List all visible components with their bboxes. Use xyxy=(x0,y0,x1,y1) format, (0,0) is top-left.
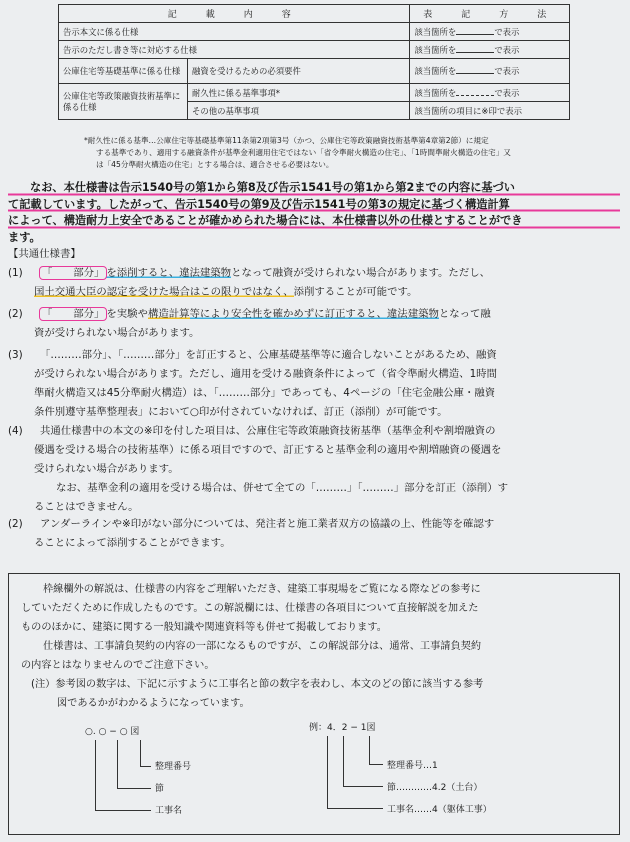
diagram-label: 工事名 xyxy=(155,806,183,816)
method-text: で表示 xyxy=(494,87,520,98)
item-text: 「………部分」、「………部分」を訂正すると、公庫基礎基準等に適合しないことがあるため、融資 xyxy=(40,349,497,361)
table-cell-group: 公庫住宅等基礎基準に係る仕様 xyxy=(59,59,188,84)
item-3 xyxy=(8,346,620,422)
diagram-label: 整理番号…1 xyxy=(387,761,438,771)
bold-line: て記載しています。したがって、告示1540号の第9及び告示1541号の第3の規定に基づく構造計算 xyxy=(8,197,620,214)
item-text: 資が受けられない場合があります。 xyxy=(34,327,200,339)
frame-line: 仕様書は、工事請負契約の内容の一部になるものですが、この解説部分は、通常、工事請負契約 xyxy=(43,641,482,652)
footnote-line: は「45分準耐火構造の住宅」とする場合は、適合させる必要はない。 xyxy=(96,160,334,169)
item-text: 添削することが可能です。 xyxy=(293,286,418,298)
item-text: 条件別遵守基準整理表」において○印が付されていなければ、訂正（添削）が可能です。 xyxy=(34,406,448,418)
item-text: アンダーラインや※印がない部分については、発注者と施工業者双方の協議の上、性能等を確認す xyxy=(40,518,495,530)
item-text: はこの限りではなく、 xyxy=(189,286,294,298)
item-number: (2) xyxy=(8,308,23,320)
table-cell-method xyxy=(410,41,570,59)
item-text: を実験や xyxy=(106,308,148,320)
frame-line: 枠線欄外の解説は、仕様書の内容をご理解いただき、建築工事現場をご覧になる際などの参考に xyxy=(43,584,481,595)
frame-line: もののほかに、建築に関する一般知識や関連資料等も併せて掲載しております。 xyxy=(21,622,387,633)
table-cell-method: 該当箇所の項目に※印で表示 xyxy=(410,102,570,120)
footnote-line: *耐久性に係る基準…公庫住宅等基礎基準第11条第2項第3号（かつ、公庫住宅等政策融資技術基準第4章第2節）に規定 xyxy=(84,136,489,145)
method-text: 該当箇所を xyxy=(414,26,457,37)
item-4 xyxy=(8,422,620,517)
footnote-line: する基準であり、適用する融資条件が基準金利適用住宅ではない「省令準耐火構造の住宅」、「1時間準耐火構造の住宅」又 xyxy=(96,148,511,157)
explanation-frame xyxy=(8,573,620,835)
table-header-content: 記 載 内 容 xyxy=(59,5,410,23)
item-text: となって融資が受けられない場合があります。ただし、 xyxy=(231,267,490,279)
item-text: 優遇を受ける場合の技術基準）に係る項目ですので、訂正すると基準金利の適用や割増融資の優遇を xyxy=(34,444,502,456)
bold-paragraph xyxy=(8,180,620,246)
item-text: を添削すると、 xyxy=(106,267,180,279)
table-cell-item: 告示本文に係る仕様 xyxy=(59,23,410,41)
item-text: となって融 xyxy=(438,308,491,320)
method-text: で表示 xyxy=(494,66,520,76)
blank-underline xyxy=(456,44,494,53)
table-cell-method xyxy=(410,84,570,102)
bold-line: なお、本仕様書は告示1540号の第1から第8及び告示1541号の第1から第2までの内容に基づい xyxy=(8,180,620,197)
diagram-formula: 例：4．2 − 1図 xyxy=(309,723,376,733)
item-text: 準耐火構造又は45分準耐火構造）は、「………部分」であっても、4ページの「住宅金融公庫・融資 xyxy=(34,387,496,399)
item-number: (4) xyxy=(8,425,23,437)
bold-line: によって、構造耐力上安全であることが確かめられた場合には、本仕様書以外の仕様とすることができ xyxy=(8,213,620,230)
frame-line: (注）参考図の数字は、下記に示すように工事名と節の数字を表わし、本文のどの節に該当する参考 xyxy=(31,679,484,690)
table-cell-method xyxy=(410,59,570,84)
frame-line: 図であるかがわかるようになっています。 xyxy=(57,698,250,709)
table-header-method: 表 記 方 法 xyxy=(410,5,570,23)
blank-underline xyxy=(456,65,494,74)
item-text: 構造計算 xyxy=(147,308,190,320)
method-text: 該当箇所を xyxy=(414,66,457,76)
item-text: 国土交通大臣の認定を受けた場合 xyxy=(34,286,190,298)
footnote xyxy=(84,135,584,171)
item-text: 等により安全性を確かめずに訂正すると、 xyxy=(189,308,387,320)
item-5 xyxy=(8,515,620,553)
item-text: 共通仕様書中の本文の※印を付した項目は、公庫住宅等政策融資技術基準（基準金利や割増融資の xyxy=(40,425,496,437)
item-text: 受けられない場合があります。 xyxy=(34,463,179,475)
common-spec-heading: 【共通仕様書】 xyxy=(8,248,81,260)
item-text: なお、基準金利の適用を受ける場合は、併せて全ての「………」「………」部分を訂正（添削）す xyxy=(56,482,508,494)
diagram-label: 節…………4.2（土台） xyxy=(387,783,483,793)
item-text: 違法建築物 xyxy=(386,308,439,320)
item-text: ることはできません。 xyxy=(34,501,139,513)
table-cell-item: 告示のただし書き等に対応する仕様 xyxy=(59,41,410,59)
underline-part-box: 「 部分」 xyxy=(42,308,105,320)
bold-line: ます。 xyxy=(8,230,41,244)
blank-underline xyxy=(456,87,494,96)
table-cell-item: 融資を受けるための必須要件 xyxy=(188,59,410,84)
underline-part-box: 「 部分」 xyxy=(42,267,105,279)
method-text: で表示 xyxy=(494,26,520,37)
item-2 xyxy=(8,305,620,343)
item-text: 違法建築物 xyxy=(179,267,232,279)
diagram-label: 整理番号 xyxy=(155,762,192,772)
item-1 xyxy=(8,264,620,302)
frame-line: の内容とはなりませんのでご注意下さい。 xyxy=(21,660,215,671)
table-cell-method xyxy=(410,23,570,41)
diagram-label: 工事名……4（躯体工事） xyxy=(387,805,492,815)
item-text: ることによって添削することができます。 xyxy=(34,537,231,549)
method-text: 該当箇所を xyxy=(414,44,457,55)
method-text: 該当箇所を xyxy=(414,87,457,98)
diagram-formula: ○. ○ − ○ 図 xyxy=(85,727,140,737)
method-text: で表示 xyxy=(494,44,520,55)
diagram-label: 節 xyxy=(155,784,165,794)
table-cell-group: 公庫住宅等政策融資技術基準に係る仕様 xyxy=(59,84,188,120)
item-text: が受けられない場合があります。ただし、適用を受ける融資条件によって（省令準耐火構造、1時間 xyxy=(34,368,497,380)
item-number: (1) xyxy=(8,267,23,279)
table-cell-item: 耐久性に係る基準事項* xyxy=(188,84,410,102)
item-number: (3) xyxy=(8,349,23,361)
frame-line: していただくために作成したものです。この解説欄には、仕様書の各項目について直接解説を加えた xyxy=(21,603,479,614)
blank-underline xyxy=(456,26,494,35)
table-cell-item: その他の基準事項 xyxy=(188,102,410,120)
item-number: (2) xyxy=(8,518,23,530)
notation-table xyxy=(58,4,570,120)
